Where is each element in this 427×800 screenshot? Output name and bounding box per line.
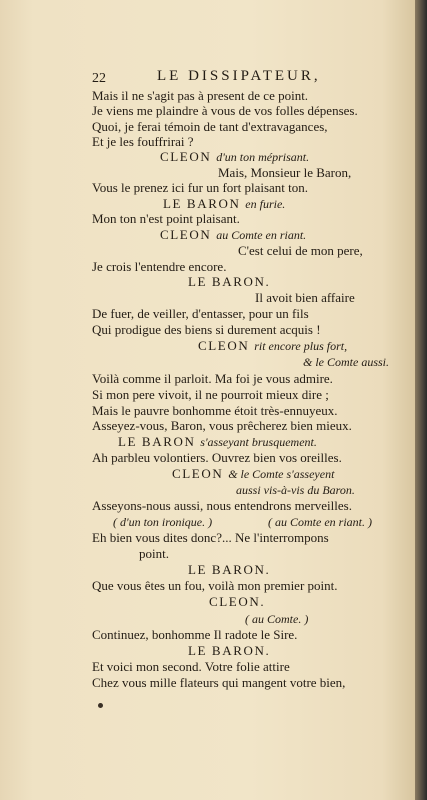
speaker-name: CLEON: [198, 338, 255, 353]
verse-line: Vous le prenez ici fur un fort plaisant ton.: [92, 180, 309, 195]
speaker-heading: [160, 227, 306, 243]
verse-line: Qui prodigue des biens si durement acquis !: [92, 322, 321, 337]
speaker-name: CLEON: [160, 227, 217, 242]
speaker-name: LE BARON: [118, 434, 201, 449]
verse-line: Je viens me plaindre à vous de vos folles dépenses.: [92, 103, 358, 118]
verse-line: Quoi, je ferai témoin de tant d'extravagances,: [92, 119, 328, 134]
speaker-heading: LE BARON.: [188, 643, 271, 658]
verse-line: Chez vous mille flateurs qui mangent votre bien,: [92, 675, 346, 690]
verse-line: C'est celui de mon pere,: [238, 243, 363, 258]
verse-line: Asseyez-vous, Baron, vous prêcherez bien mieux.: [92, 418, 352, 433]
stage-direction: en furie.: [245, 197, 286, 211]
stage-direction: aussi vis-à-vis du Baron.: [236, 483, 355, 497]
verse-line: Mais, Monsieur le Baron,: [218, 165, 352, 180]
verse-line: Asseyons-nous aussi, nous entendrons merveilles.: [92, 498, 352, 513]
speaker-heading: [160, 149, 309, 165]
speaker-heading: [198, 338, 347, 354]
stage-direction: & le Comte aussi.: [303, 355, 389, 369]
speaker-name: CLEON: [172, 466, 229, 481]
page-number: 22: [92, 71, 106, 86]
running-title: LE DISSIPATEUR,: [157, 68, 321, 84]
speaker-heading: [163, 196, 285, 212]
verse-line: Mais il ne s'agit pas à present de ce point.: [92, 88, 309, 103]
speaker-heading: LE BARON.: [188, 274, 271, 289]
verse-line: Ah parbleu volontiers. Ouvrez bien vos oreilles.: [92, 450, 342, 465]
book-spine-edge: [415, 0, 427, 800]
verse-line: Que vous êtes un fou, voilà mon premier point.: [92, 578, 338, 593]
speaker-heading: [118, 434, 317, 450]
verse-line: Je crois l'entendre encore.: [92, 259, 227, 274]
stage-direction: d'un ton méprisant.: [216, 150, 310, 164]
verse-line: Et voici mon second. Votre folie attire: [92, 659, 290, 674]
stage-direction: ( au Comte. ): [245, 612, 309, 626]
ink-speck: [98, 703, 103, 708]
speaker-name: CLEON: [160, 149, 217, 164]
speaker-name: LE BARON: [163, 196, 246, 211]
stage-direction: au Comte en riant.: [216, 228, 307, 242]
verse-line: Il avoit bien affaire: [255, 290, 355, 305]
verse-line: Eh bien vous dites donc?... Ne l'interrompons: [92, 530, 329, 545]
stage-direction: & le Comte s'asseyent: [228, 467, 335, 481]
stage-direction: ( d'un ton ironique. ): [113, 515, 213, 529]
verse-line: Mon ton n'est point plaisant.: [92, 211, 240, 226]
verse-line: Continuez, bonhomme Il radote le Sire.: [92, 627, 298, 642]
stage-direction: s'asseyant brusquement.: [200, 435, 317, 449]
verse-line: point.: [139, 546, 169, 561]
speaker-heading: [172, 466, 334, 482]
speaker-heading: LE BARON.: [188, 562, 271, 577]
stage-direction: ( au Comte en riant. ): [268, 515, 372, 529]
verse-line: Si mon pere vivoit, il ne pourroit mieux dire ;: [92, 387, 329, 402]
verse-line: Voilà comme il parloit. Ma foi je vous admire.: [92, 371, 333, 386]
speaker-heading: CLEON.: [209, 594, 266, 609]
verse-line: Et je les fouffrirai ?: [92, 134, 194, 149]
verse-line: Mais le pauvre bonhomme étoit très-ennuyeux.: [92, 403, 338, 418]
stage-direction: rit encore plus fort,: [254, 339, 348, 353]
verse-line: De fuer, de veiller, d'entasser, pour un fils: [92, 306, 309, 321]
